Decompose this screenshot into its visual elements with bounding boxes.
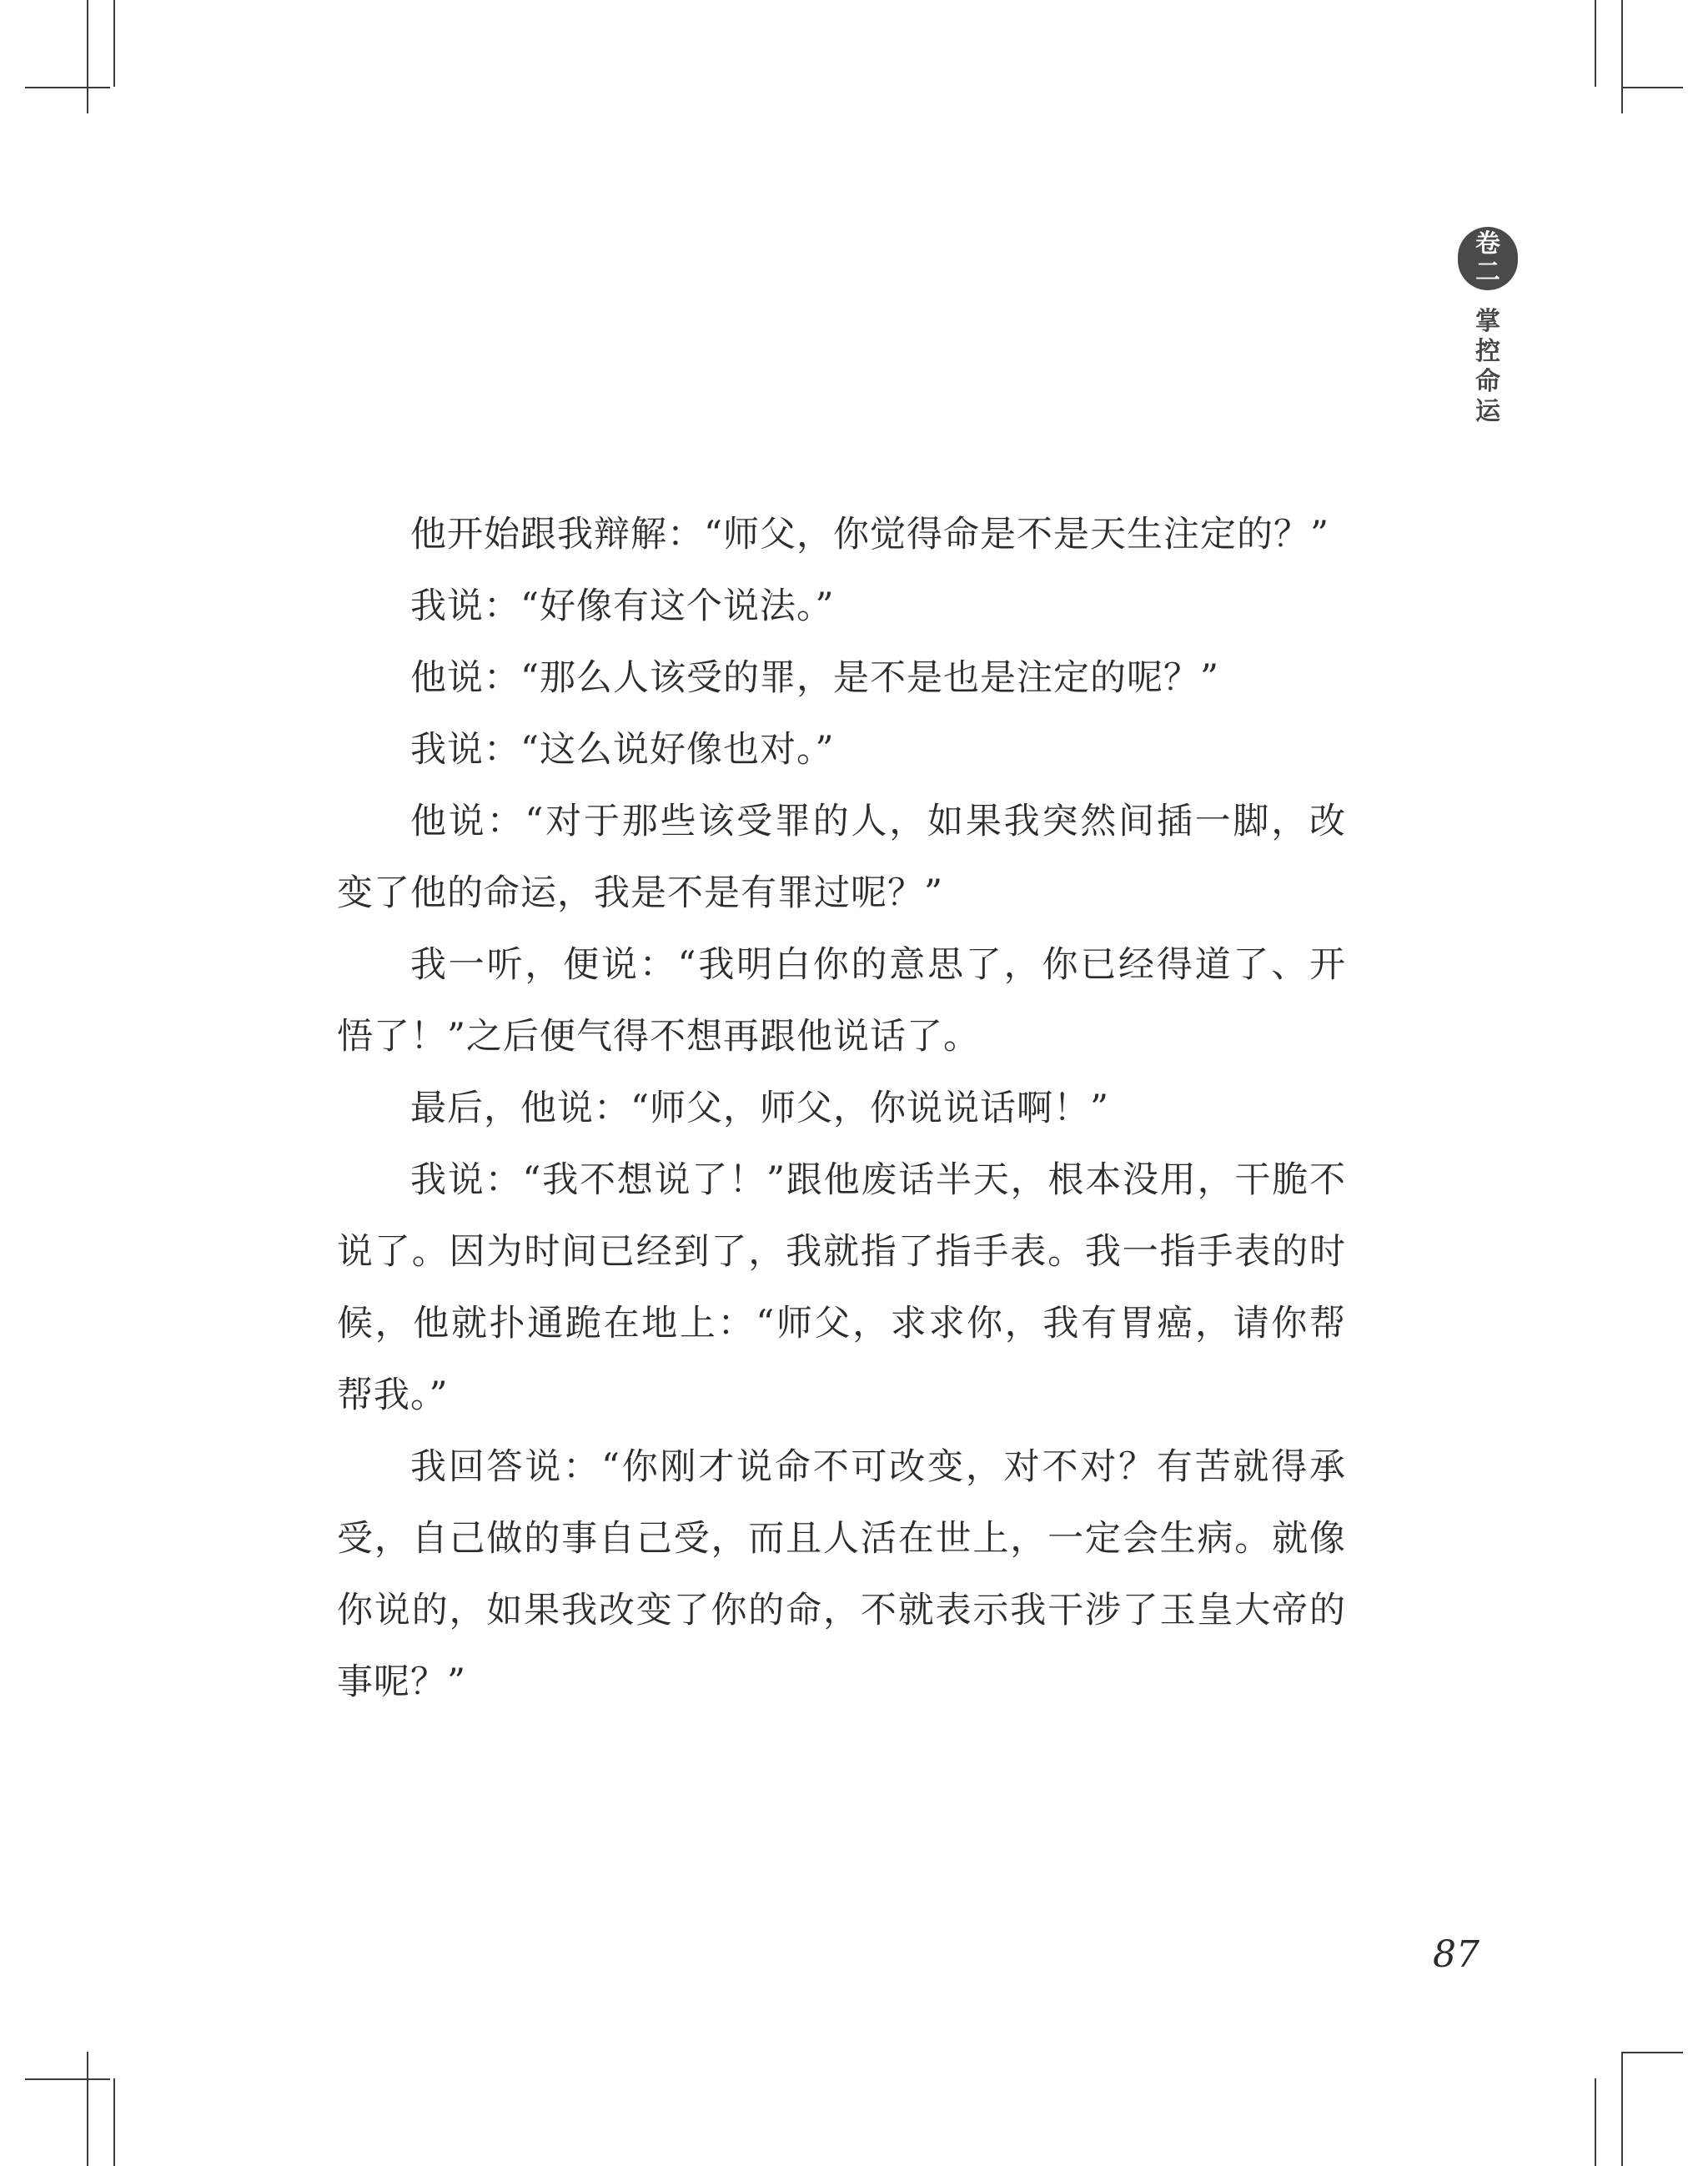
volume-badge bbox=[1458, 227, 1518, 290]
chapter-title bbox=[1458, 307, 1518, 427]
chapter-title-char-3: 命 bbox=[1475, 367, 1500, 396]
paragraph: 他说：“对于那些该受罪的人，如果我突然间插一脚，改变了他的命运，我是不是有罪过呢？” bbox=[337, 801, 1346, 914]
chapter-tab bbox=[1458, 227, 1521, 427]
crop-mark-top-right-h bbox=[1623, 87, 1683, 88]
paragraph: 他开始跟我辩解：“师父，你觉得命是不是天生注定的？” bbox=[410, 514, 1329, 555]
chapter-title-char-1: 掌 bbox=[1475, 307, 1500, 336]
crop-mark-bottom-right-v bbox=[1595, 2078, 1596, 2166]
crop-mark-bottom-left-h bbox=[25, 2078, 110, 2080]
chapter-title-char-2: 控 bbox=[1475, 337, 1500, 366]
paragraph: 我回答说：“你刚才说命不可改变，对不对？有苦就得承受，自己做的事自己受，而且人活在世上，一定会生病。就像你说的，如果我改变了你的命，不就表示我干涉了玉皇大帝的事呢？” bbox=[337, 1446, 1346, 1703]
crop-mark-top-right-v2 bbox=[1621, 0, 1623, 113]
paragraph: 我说：“好像有这个说法。” bbox=[410, 585, 835, 627]
chapter-title-char-4: 运 bbox=[1475, 397, 1500, 426]
paragraph: 最后，他说：“师父，师父，你说说话啊！” bbox=[410, 1088, 1109, 1129]
crop-mark-bottom-left-v bbox=[87, 2052, 88, 2166]
paragraph: 我一听，便说：“我明白你的意思了，你已经得道了、开悟了！”之后便气得不想再跟他说话了。 bbox=[337, 944, 1346, 1058]
paragraph: 我说：“这么说好像也对。” bbox=[410, 729, 835, 771]
body-text bbox=[337, 499, 1346, 1718]
volume-char-2: 二 bbox=[1475, 258, 1500, 287]
crop-mark-bottom-right-h bbox=[1623, 2052, 1683, 2053]
crop-mark-bottom-left-v2 bbox=[113, 2078, 115, 2166]
crop-mark-bottom-right-v2 bbox=[1621, 2052, 1623, 2166]
volume-char-1: 卷 bbox=[1475, 229, 1500, 259]
crop-mark-top-left-h bbox=[25, 87, 110, 88]
paragraph: 我说：“我不想说了！”跟他废话半天，根本没用，干脆不说了。因为时间已经到了，我就指了指手表。我一指手表的时候，他就扑通跪在地上：“师父，求求你，我有胃癌，请你帮帮我。” bbox=[337, 1159, 1346, 1416]
page-number: 87 bbox=[1433, 1933, 1479, 1976]
crop-mark-top-left-v2 bbox=[113, 0, 115, 87]
paragraph: 他说：“那么人该受的罪，是不是也是注定的呢？” bbox=[410, 657, 1219, 699]
crop-mark-top-left-v bbox=[87, 0, 88, 113]
crop-mark-top-right-v bbox=[1595, 0, 1596, 87]
